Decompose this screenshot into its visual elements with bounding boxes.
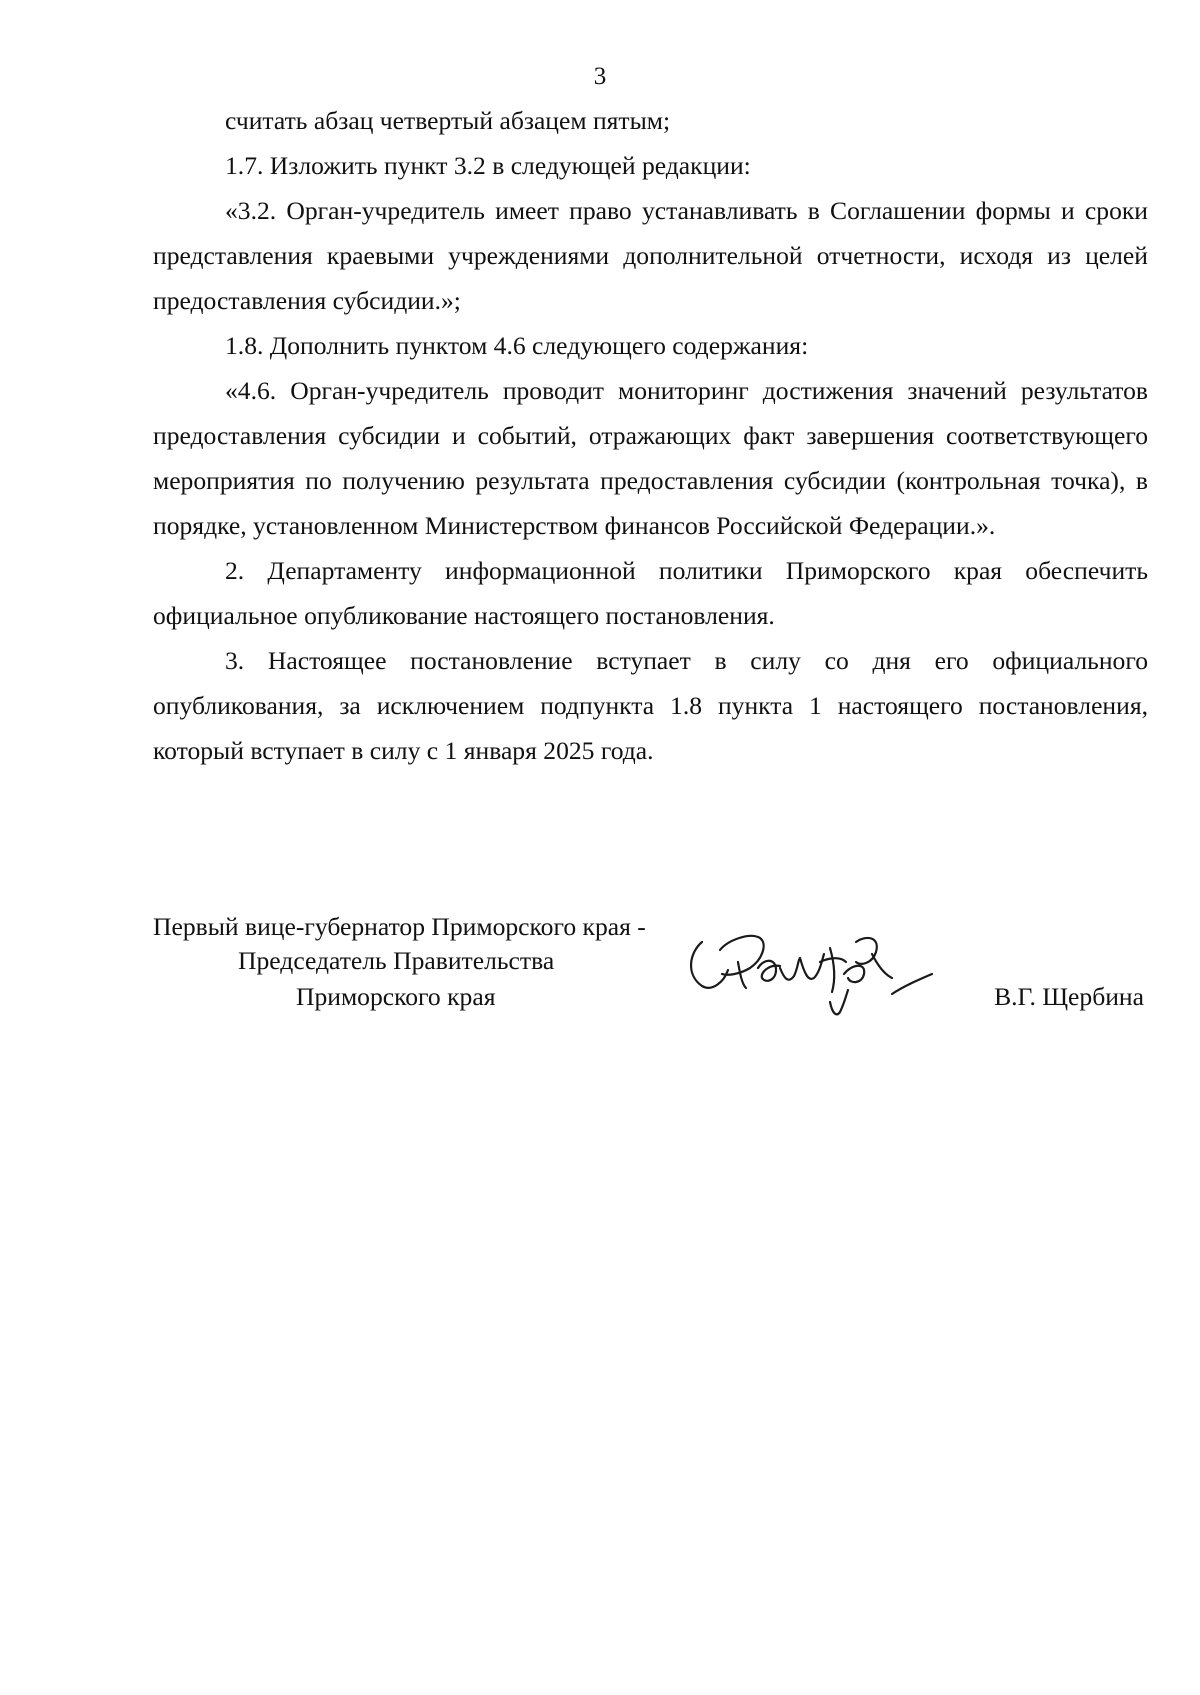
page-number: 3	[593, 63, 607, 90]
paragraph: «4.6. Орган-учредитель проводит мониторинг достижения значений результатов предоставления субсидии и событий, отражающих факт завершения соответствующего мероприятия по получению результата предоставления субсидии (контрольная точка), в порядке, установленном Министерством финансов Российской Федерации.».	[153, 376, 1148, 540]
document-body	[153, 98, 1148, 773]
signatory-title-line-1: Первый вице-губернатор Приморского края -	[153, 912, 646, 941]
paragraph: 1.7. Изложить пункт 3.2 в следующей редакции:	[225, 151, 751, 180]
paragraph: «3.2. Орган-учредитель имеет право устанавливать в Соглашении формы и сроки представления краевыми учреждениями дополнительной отчетности, исходя из целей предоставления субсидии.»;	[153, 196, 1148, 315]
signatory-title-line-2: Председатель Правительства	[238, 946, 555, 975]
signatory-name: В.Г. Щербина	[994, 982, 1144, 1011]
signatory-title-line-3: Приморского края	[296, 982, 496, 1011]
handwritten-signature	[680, 912, 950, 1022]
paragraph: 1.8. Дополнить пунктом 4.6 следующего содержания:	[225, 331, 809, 360]
paragraph: 2. Департаменту информационной политики Приморского края обеспечить официальное опубликование настоящего постановления.	[153, 556, 1148, 630]
paragraph: 3. Настоящее постановление вступает в силу со дня его официального опубликования, за исключением подпункта 1.8 пункта 1 настоящего постановления, который вступает в силу с 1 января 2025 года.	[153, 646, 1148, 765]
paragraph: считать абзац четвертый абзацем пятым;	[225, 106, 671, 135]
